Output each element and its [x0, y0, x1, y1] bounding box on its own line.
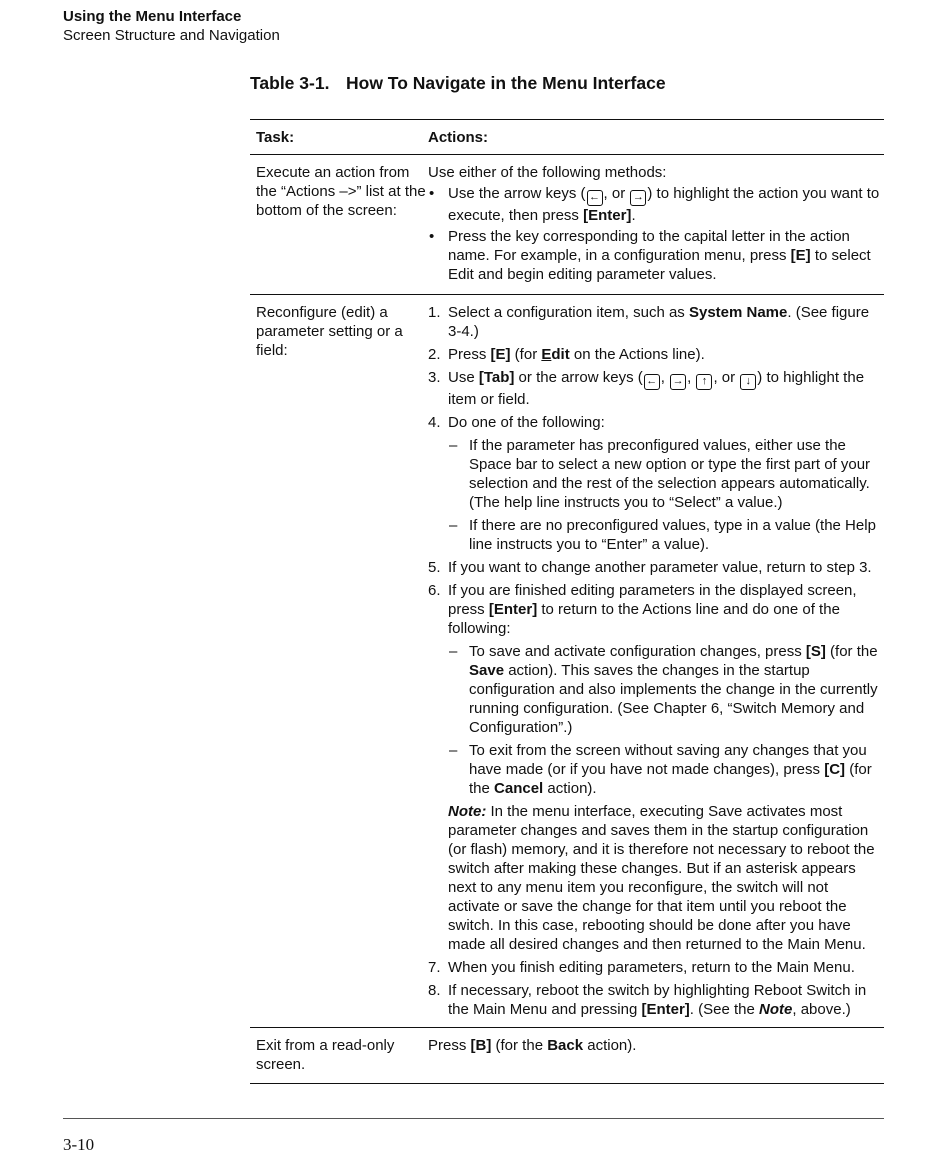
left-arrow-key-icon: ←: [644, 374, 660, 390]
list-item: 7. When you finish editing parameters, return to the Main Menu.: [428, 959, 855, 976]
list-item: • Use the arrow keys ( ← , or → ) to highlight the action you want to execute, then press [Enter].: [428, 184, 882, 225]
table-caption: [250, 73, 666, 94]
sub-list: [448, 642, 882, 798]
down-arrow-key-icon: ↓: [740, 374, 756, 390]
list-item: 1. Select a configuration item, such as System Name. (See figure 3-4.): [428, 304, 870, 340]
right-arrow-key-icon: →: [630, 190, 646, 206]
running-header: [63, 7, 280, 45]
list-item: 2. Press [E] (for Edit on the Actions line).: [428, 346, 705, 363]
task-cell: Reconfigure (edit) a parameter setting or a field:: [250, 295, 428, 1028]
list-item: 6. If you are finished editing parameters in the displayed screen, press [Enter] to return to the Actions line and do one of the following: – To save and activate configuration changes, press [S] (for the Save action). This saves the changes in the startup configuration and also implements the change in the currently running configuration. (See Chapter 6, “Switch Memory and Configuration”.) – To exit from the screen without saving any changes that you have made (or if you have not made changes), press [C] (for the Cancel action). Note: In the menu interface, executing Save activates most parameter changes and saves them in the startup configuration (or flash) memory, and it is therefore not necessary to reboot the switch after making these changes. But if an asterisk appears next to any menu item you reconfigure, the switch will not activate or save the change for that item until you reboot the switch. In this case, rebooting should be done after you have made all desired changes and then returned to the Main Menu.: [428, 581, 882, 954]
table-caption-text: How To Navigate in the Menu Interface: [346, 73, 666, 93]
table-row: [250, 155, 884, 295]
sub-list-item: – If there are no preconfigured values, type in a value (the Help line instructs you to “Enter” a value).: [448, 516, 882, 554]
table-number: Table 3-1.: [250, 73, 330, 93]
key-label: [E]: [490, 346, 511, 363]
column-header-actions: Actions:: [428, 120, 884, 155]
sub-list-item: – To save and activate configuration changes, press [S] (for the Save action). This saves the changes in the startup configuration and also implements the change in the currently running configuration. (See Chapter 6, “Switch Memory and Configuration”.): [448, 642, 882, 737]
sub-list-item: – If the parameter has preconfigured values, either use the Space bar to select a new option or type the first part of your selection and the rest of the selection appears automatically. (The help line instructs you to “Select” a value.): [448, 436, 882, 512]
actions-intro: Use either of the following methods:: [428, 164, 667, 181]
note-label: Note:: [448, 803, 487, 820]
key-label: [C]: [824, 761, 846, 778]
right-arrow-key-icon: →: [670, 374, 686, 390]
header-title: Using the Menu Interface: [63, 8, 242, 25]
sub-list-item: – To exit from the screen without saving any changes that you have made (or if you have not made changes), press [C] (for the Cancel action).: [448, 741, 882, 798]
key-label: [B]: [470, 1037, 492, 1054]
note-paragraph: Note: In the menu interface, executing Save activates most parameter changes and saves them in the startup configuration (or flash) memory, and it is therefore not necessary to reboot the switch after making these changes. But if an asterisk appears next to any menu item you reconfigure, the switch will not activate or save the change for that item until you reboot the switch. In this case, rebooting should be done after you have made all desired changes and then returned to the Main Menu.: [448, 803, 875, 953]
steps-list: [428, 303, 882, 1019]
list-item: 4. Do one of the following: – If the parameter has preconfigured values, either use the Space bar to select a new option or type the first part of your selection and the rest of the selection appears automatically. (The help line instructs you to “Select” a value.) – If there are no preconfigured values, type in a value (the Help line instructs you to “Enter” a value).: [428, 413, 882, 554]
navigation-table: [250, 119, 884, 1084]
list-item: 5. If you want to change another parameter value, return to step 3.: [428, 559, 872, 576]
actions-cell: Press [B] (for the Back action).: [428, 1028, 884, 1084]
table-row: [250, 295, 884, 1028]
key-label: [Enter]: [488, 601, 538, 618]
up-arrow-key-icon: ↑: [696, 374, 712, 390]
key-label: [Enter]: [641, 1001, 690, 1018]
table-header-row: [250, 120, 884, 155]
table-row: [250, 1028, 884, 1084]
actions-cell: [428, 295, 884, 1028]
column-header-task: Task:: [250, 120, 428, 155]
list-item: 3. Use [Tab] or the arrow keys ( ← , → , ↑ , or ↓ ) to highlight the item or field.: [428, 369, 865, 408]
key-label: [E]: [790, 247, 811, 264]
task-cell: Exit from a read-only screen.: [250, 1028, 428, 1084]
actions-cell: [428, 155, 884, 295]
key-label: [Enter]: [583, 207, 632, 224]
methods-list: [428, 184, 882, 284]
task-cell: Execute an action from the “Actions –>” list at the bottom of the screen:: [250, 155, 428, 295]
list-item: 8. If necessary, reboot the switch by highlighting Reboot Switch in the Main Menu and pressing [Enter]. (See the Note, above.): [428, 982, 867, 1018]
sub-list: [448, 436, 882, 554]
page-number: 3-10: [63, 1135, 95, 1154]
left-arrow-key-icon: ←: [587, 190, 603, 206]
header-subtitle: Screen Structure and Navigation: [63, 27, 280, 44]
footer-divider: [63, 1118, 884, 1119]
key-label: [S]: [805, 643, 826, 660]
key-label: [Tab]: [478, 369, 515, 386]
list-item: • Press the key corresponding to the capital letter in the action name. For example, in a configuration menu, press [E] to select Edit and begin editing parameter values.: [428, 227, 882, 284]
